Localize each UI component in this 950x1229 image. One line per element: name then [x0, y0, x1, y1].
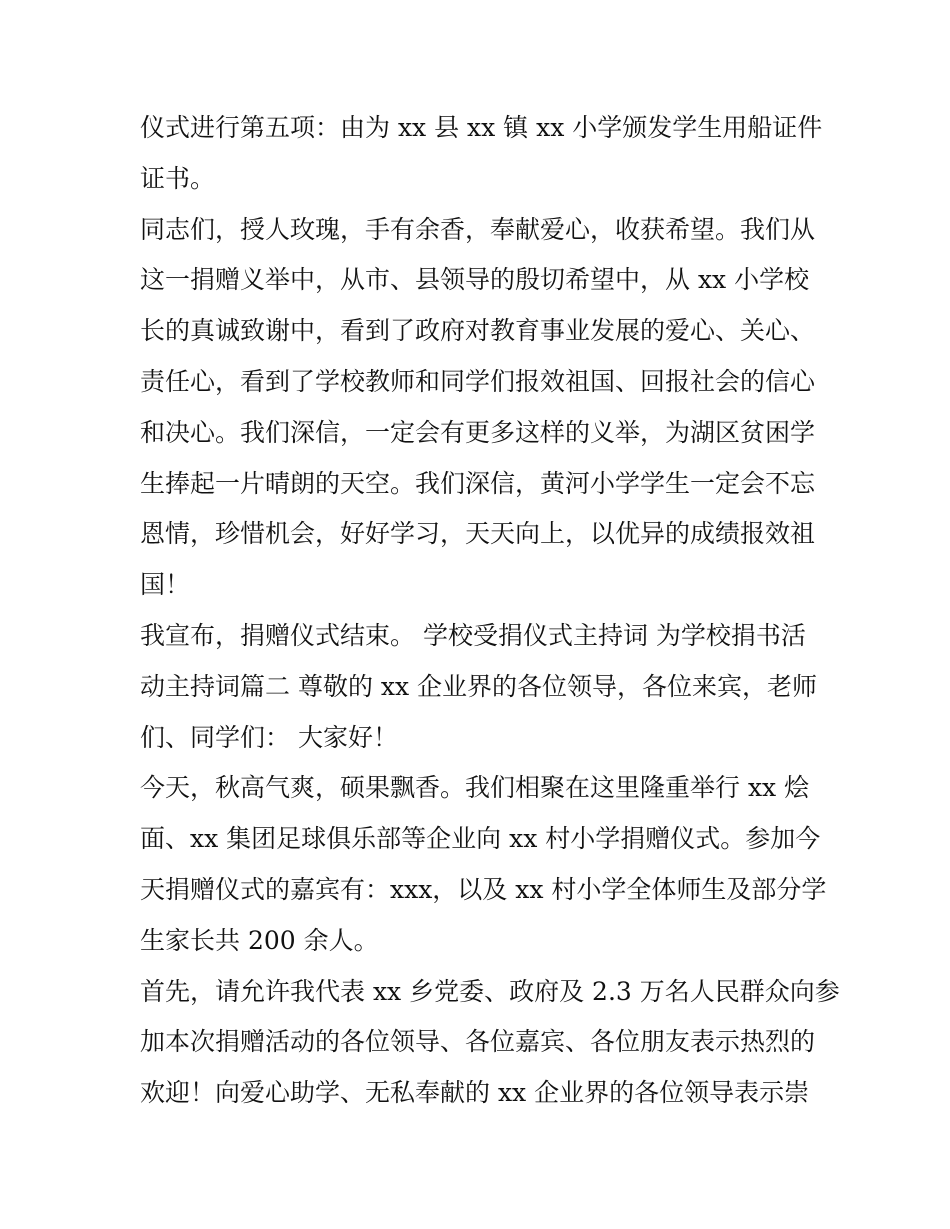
text-line: 证书。 [140, 163, 216, 193]
text-line: 长的真诚致谢中，看到了政府对教育事业发展的爱心、关心、 [140, 316, 816, 346]
text-line: 恩情，珍惜机会，好好学习，天天向上，以优异的成绩报效祖 [140, 519, 816, 549]
text-line: 生捧起一片晴朗的天空。我们深信，黄河小学学生一定会不忘 [140, 468, 816, 498]
text-line: 国！ [140, 570, 191, 600]
text-line: 责任心，看到了学校教师和同学们报效祖国、回报社会的信心 [140, 366, 816, 396]
text-line: 我宣布，捐赠仪式结束。 学校受捐仪式主持词 为学校捐书活 [140, 620, 806, 650]
text-line: 仪式进行第五项：由为 xx 县 xx 镇 xx 小学颁发学生用船证件 [140, 113, 823, 142]
text-line: 加本次捐赠活动的各位领导、各位嘉宾、各位朋友表示热烈的 [140, 1027, 816, 1057]
text-line: 生家长共 200 余人。 [140, 925, 379, 955]
text-line: 欢迎！向爱心助学、无私奉献的 xx 企业界的各位领导表示崇 [140, 1078, 810, 1108]
text-line: 今天，秋高气爽，硕果飘香。我们相聚在这里隆重举行 xx 烩 [140, 773, 810, 803]
text-line: 们、同学们： 大家好！ [140, 722, 398, 752]
text-line: 和决心。我们深信，一定会有更多这样的义举，为湖区贫困学 [140, 417, 816, 447]
text-line: 这一捐赠义举中，从市、县领导的殷切希望中，从 xx 小学校 [140, 265, 810, 295]
text-line: 首先，请允许我代表 xx 乡党委、政府及 2.3 万名人民群众向参 [140, 976, 840, 1006]
text-line: 面、xx 集团足球俱乐部等企业向 xx 村小学捐赠仪式。参加今 [140, 824, 821, 854]
document-body [140, 103, 840, 1119]
text-line: 动主持词篇二 尊敬的 xx 企业界的各位领导，各位来宾，老师 [140, 671, 818, 701]
text-line: 同志们，授人玫瑰，手有余香，奉献爱心，收获希望。我们从 [140, 214, 816, 244]
text-line: 天捐赠仪式的嘉宾有：xxx，以及 xx 村小学全体师生及部分学 [140, 874, 827, 904]
